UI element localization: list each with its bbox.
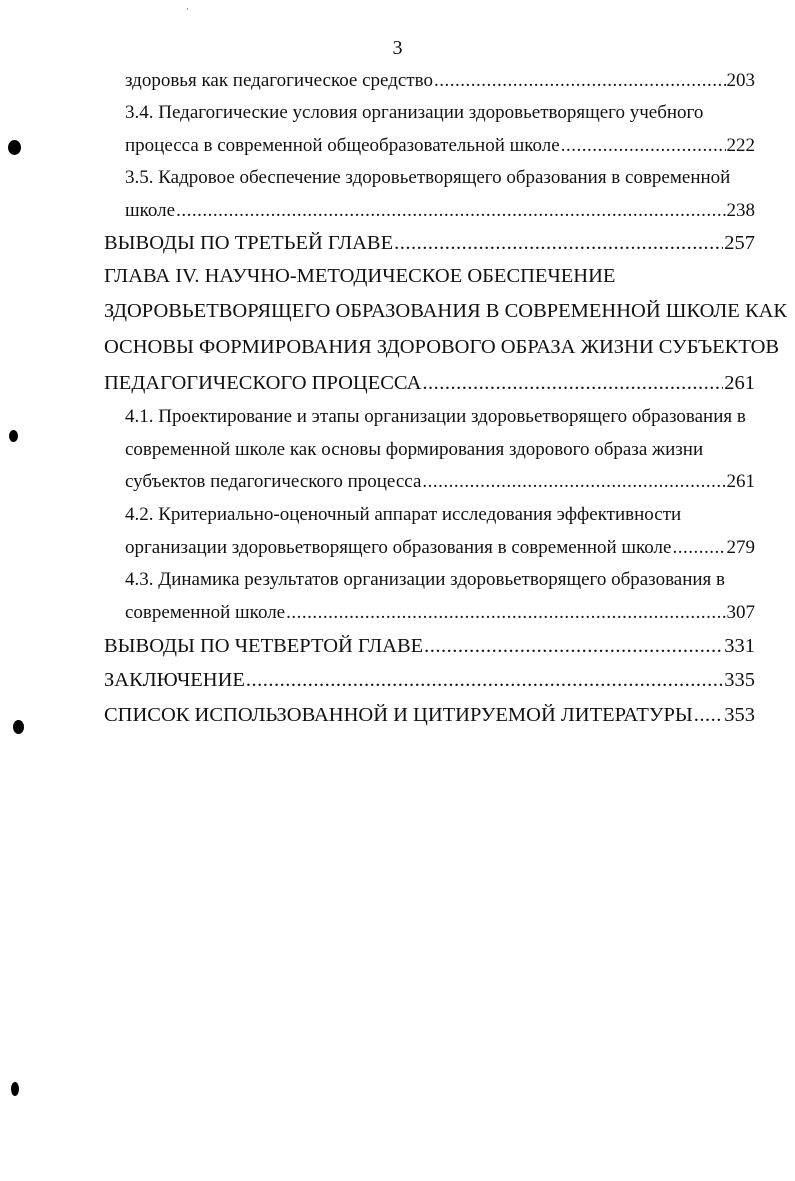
toc-entry-text: 4.2. Критериально-оценочный аппарат исследования эффективности <box>125 504 682 525</box>
toc-entry-line <box>125 467 755 497</box>
toc-entry-line <box>104 631 755 661</box>
toc-entry-line <box>104 368 755 398</box>
toc-chapter-heading: ОСНОВЫ ФОРМИРОВАНИЯ ЗДОРОВОГО ОБРАЗА ЖИЗНИ СУБЪЕКТОВ <box>104 336 780 358</box>
toc-leader-dots <box>246 665 723 695</box>
toc-entry-text: 4.3. Динамика результатов организации здоровьетворящего образования в <box>125 569 726 590</box>
toc-page-number: 279 <box>726 537 755 558</box>
toc-entry-text: ЗАКЛЮЧЕНИЕ <box>104 669 245 691</box>
toc-entry-text: школе <box>125 200 176 221</box>
toc-page-number: 257 <box>724 232 755 254</box>
toc-entry-text: ПЕДАГОГИЧЕСКОГО ПРОЦЕССА <box>104 372 422 394</box>
toc-leader-dots <box>394 228 723 258</box>
toc-leader-dots <box>424 631 723 661</box>
toc-chapter-heading: ЗДОРОВЬЕТВОРЯЩЕГО ОБРАЗОВАНИЯ В СОВРЕМЕННОЙ ШКОЛЕ КАК <box>104 300 788 322</box>
toc-page-number: 261 <box>724 372 755 394</box>
toc-page-number: 335 <box>724 669 755 691</box>
toc-entry-line <box>125 131 755 161</box>
binder-hole-mark <box>9 430 18 442</box>
toc-entry-line <box>125 598 755 628</box>
toc-entry-line <box>104 700 755 730</box>
toc-leader-dots <box>286 598 725 628</box>
toc-entry-text: организации здоровьетворящего образования в современной школе <box>125 537 672 558</box>
toc-leader-dots <box>561 131 726 161</box>
toc-page-number: 222 <box>726 135 755 156</box>
toc-page-number: 261 <box>726 471 755 492</box>
toc-entry-text: здоровья как педагогическое средство <box>125 70 433 91</box>
toc-entry-text: современной школе <box>125 602 286 623</box>
toc-leader-dots <box>694 700 724 730</box>
binder-hole-mark <box>11 1082 19 1096</box>
toc-entry-line <box>104 665 755 695</box>
toc-leader-dots <box>422 368 723 398</box>
toc-leader-dots <box>672 533 725 563</box>
toc-leader-dots <box>422 467 725 497</box>
toc-entry-line <box>104 228 755 258</box>
toc-leader-dots <box>434 66 726 96</box>
page-number: 3 <box>392 37 403 59</box>
scan-speck <box>187 8 188 10</box>
toc-entry-text: ВЫВОДЫ ПО ЧЕТВЕРТОЙ ГЛАВЕ <box>104 635 424 657</box>
toc-leader-dots <box>176 196 725 226</box>
toc-entry-text: СПИСОК ИСПОЛЬЗОВАННОЙ И ЦИТИРУЕМОЙ ЛИТЕРАТУРЫ <box>104 704 693 726</box>
toc-entry-line <box>125 196 755 226</box>
toc-entry-text: 3.5. Кадровое обеспечение здоровьетворящего образования в современной <box>125 167 731 188</box>
toc-page-number: 331 <box>724 635 755 657</box>
toc-entry-line <box>125 533 755 563</box>
binder-hole-mark <box>13 720 24 734</box>
toc-entry-line <box>125 66 755 96</box>
toc-page-number: 307 <box>726 602 755 623</box>
toc-entry-text: 4.1. Проектирование и этапы организации здоровьетворящего образования в <box>125 406 746 427</box>
toc-entry-text: ВЫВОДЫ ПО ТРЕТЬЕЙ ГЛАВЕ <box>104 232 394 254</box>
toc-entry-text: субъектов педагогического процесса <box>125 471 422 492</box>
toc-entry-text: современной школе как основы формирования здорового образа жизни <box>125 439 704 460</box>
binder-hole-mark <box>8 140 21 155</box>
toc-page-number: 238 <box>726 200 755 221</box>
toc-page-number: 203 <box>726 70 755 91</box>
toc-chapter-heading: ГЛАВА IV. НАУЧНО-МЕТОДИЧЕСКОЕ ОБЕСПЕЧЕНИЕ <box>104 265 616 287</box>
toc-page-number: 353 <box>724 704 755 726</box>
toc-entry-text: 3.4. Педагогические условия организации здоровьетворящего учебного <box>125 102 704 123</box>
toc-entry-text: процесса в современной общеобразовательной школе <box>125 135 560 156</box>
